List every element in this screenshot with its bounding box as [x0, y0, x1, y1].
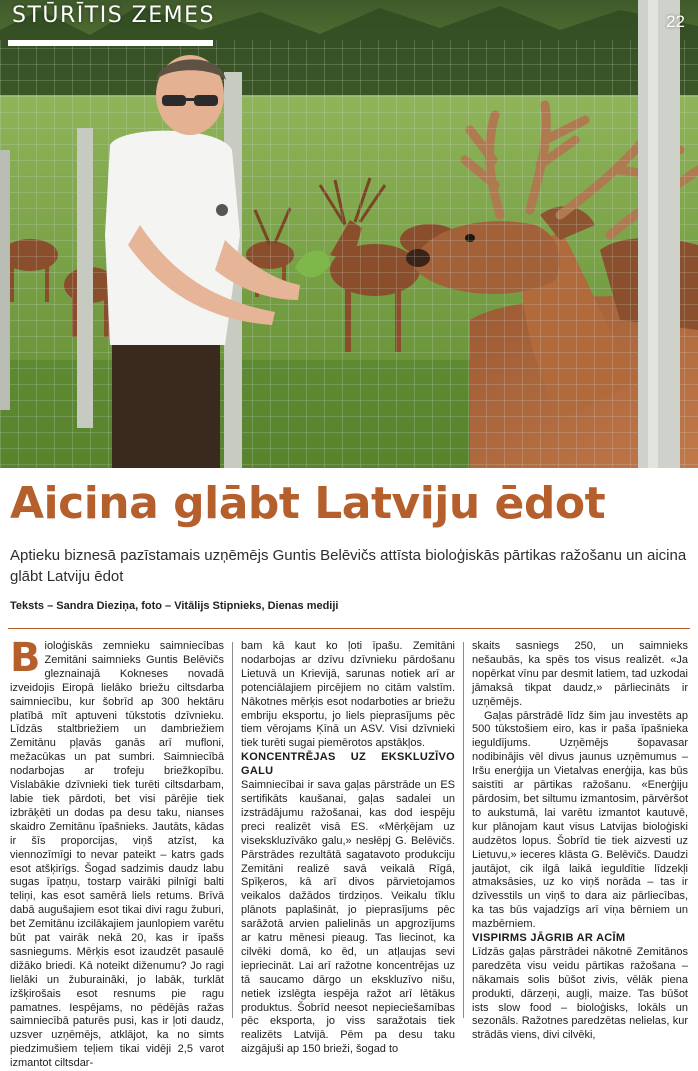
subheading: VISPIRMS JĀGRIB AR ACĪM	[472, 932, 626, 945]
paragraph-text: ioloģiskās zemnieku saimniecības Zemitāni saimnieks Guntis Belēvičs gleznainajā Kokneses novadā izveidojis Eiropā lielāko briežu ciltsdarba saimniecību, kur šobrīd ap 300 hektāru platībā mīt aptuveni tūkstotis dzīvnieku. Līdzās staltbriežiem un dambriežiem Zemitānu pļavās ganās arī mufloni, mežacūkas un pat sumbri. Saimniecībā nodarbojas ar trofeju briežkopību. Vislabākie dzīvnieki tiek turēti ciltsdarbam, labie tiek pārdoti, bet visi pārējie tiek izbrāķēti un dodas pa desu taku, nianses skaidro Zemitānu īpašnieks. Jautāts, kādas ir šīs proporcijas, viņš atzīst, ka viennozīmīgi to nevar pateikt – katrs gads esot atšķirīgs. Šogad sadzimis daudz labu sugas īpatņu, tostarp vairāki pilnīgi balti teliņi, kas esot samērā liels retums. Brīvā dabā augušajiem esot tikai divi ragu žuburi, bet Zemitānu izcilākajiem jaunlopiem varētu būt pat vairāk nekā 20, kas ir īpašs sasniegums. Mērķis esot izaudzēt pasaulē dižāko briedi. Kā noteikt diženumu? Jo ragi lielāki un žuburainā̄ki, jo labāk, turklāt izšķirošais esot resnums pie ragu pamatnes. Iespējams, no pēdējās ražas saimniecībā paturēs pusi, kas ir ļoti daudz, uzsver uzņēmējs, atklājot, ka no simts piedzimušiem teļiem tikai vidēji 2,5 varot izmantot ciltsdar-	[10, 640, 224, 1070]
paragraph: Saimniecībai ir sava gaļas pārstrāde un ES sertifikāts kaušanai, gaļas sadalei un izstrādājumu ražošanai, kas dod iespēju preci realizēt visā ES. «Mērķējam uz visekskluzīvāko galu,» nesłēpj G. Belēvičs. Pārstrādes rezultātā sagatavoto produkciju Zemitāni realizē savā veikalā Rīgā, Spīķeros, kā arī divos pārvietojamos veikalos dažādos tirdziņos. Veikalu tīklu plānots paplašināt, jo pieprasījums pēc sarāžotā arvien palielinās un apgrozījums ar katru mēnesi pieaug. Tas liecinot, ka cilvēki domā, ko ēd, un atļaujas sevi iepriecināt. Lai arī ražotne koncentrējas uz tā saucamo dārgo un ekskluzīvo nišu, netiek izslēgta iespēja ražot arī lētākus produktus. Šobrīd neesot nepieciešamības pēc eksporta, jo viss saražotais tiek realizēts Latvijā. Pēm pa desu taku aizgājuši ap 150 brieži, šogad to	[241, 779, 455, 1056]
byline-divider	[8, 628, 690, 629]
drop-cap: B	[10, 635, 41, 681]
paragraph	[10, 635, 224, 1071]
article-title: Aicina glābt Latviju ēdot	[10, 478, 606, 529]
section-rule	[8, 40, 213, 46]
paragraph: Gaļas pārstrādē līdz šim jau investēts ap 500 tūkstošiem eiro, kas ir paša īpašnieka ieguldījums. Uzņēmējs šopavasar nodibinājis vēl divus jaunus uzņēmumus – Iršu enerģija un Vietalvas enerģija, kas būs saistīti ar pārtikas ražošanu. «Enerģiju pārdosim, bet siltumu izmantosim, pārvēršot to aukstumā, lai varētu izmantot kautuvē, kur plānojam kaut visus Latvijas bioloģiski audzētos lopus. Šobrīd tie tiek aizvesti uz Lietuvu,» ieceres klāsta G. Belēvičs. Daudzi jautājot, cik ilgā laikā ieguldītie līdzekļi atmaksāsies, uz ko viņš norāda – tas ir dzīvesstils un viņš to dara aiz pārliecības, ka tas būs vajadzīgs arī viņa bērniem un mazbērniem.	[472, 709, 688, 931]
body-column-1	[10, 635, 224, 1070]
section-label: STŪRĪTIS ZEMES	[12, 3, 215, 28]
column-divider	[232, 642, 233, 1018]
deer-farm-photo-icon	[0, 0, 698, 468]
paragraph: Līdzās gaļas pārstrādei nākotnē Zemitānos paredzēta visu veidu pārtikas ražošana – nākamais solis būšot zivis, vēlāk piena produkti, dārzeņi, augļi, maize. Tas būšot ists slow food – bioloģisks, lokāls un sezonāls. Ražotnes paredzētas nelielas, kur strādās viens, divi cilvēki,	[472, 945, 688, 1042]
article-photo	[0, 0, 698, 468]
subheading: KONCENTRĒJAS UZ EKSKLUZĪVO GALU	[241, 751, 455, 778]
article-byline: Teksts – Sandra Dieziņa, foto – Vitālijs Stipnieks, Dienas mediji	[10, 600, 339, 612]
body-column-3	[472, 640, 688, 1042]
article-lead: Aptieku biznesā pazīstamais uzņēmējs Guntis Belēvičs attīsta bioloģiskās pārtikas ražošanu un aicina glābt Latviju ēdot	[10, 547, 687, 585]
page-number: 22	[666, 12, 685, 31]
body-column-2	[241, 640, 455, 1056]
paragraph: bam kā kaut ko ļoti īpašu. Zemitāni nodarbojas ar dzīvu dzīvnieku pārdošanu Lietuvā un Krievijā, sarunas notiek arī ar potenciālajiem pircējiem no citām valstīm. Nākotnes mērķis esot nodarboties ar briežu embriju eksportu, jo liels pieprasījums pēc tiem vērojams Ķīnā un ASV. Visi dzīvnieki tiek turēti sugai piemērotos apstākļos.	[241, 640, 455, 750]
paragraph: skaits sasniegs 250, un saimnieks nešaubās, ka spēs tos visus realizēt. «Ja nopērkat vīnu par desmit latiem, tad uzkodai jāmaksā tikpat daudz,» pārliecināts ir uzņēmējs.	[472, 640, 688, 708]
column-divider	[463, 642, 464, 1018]
